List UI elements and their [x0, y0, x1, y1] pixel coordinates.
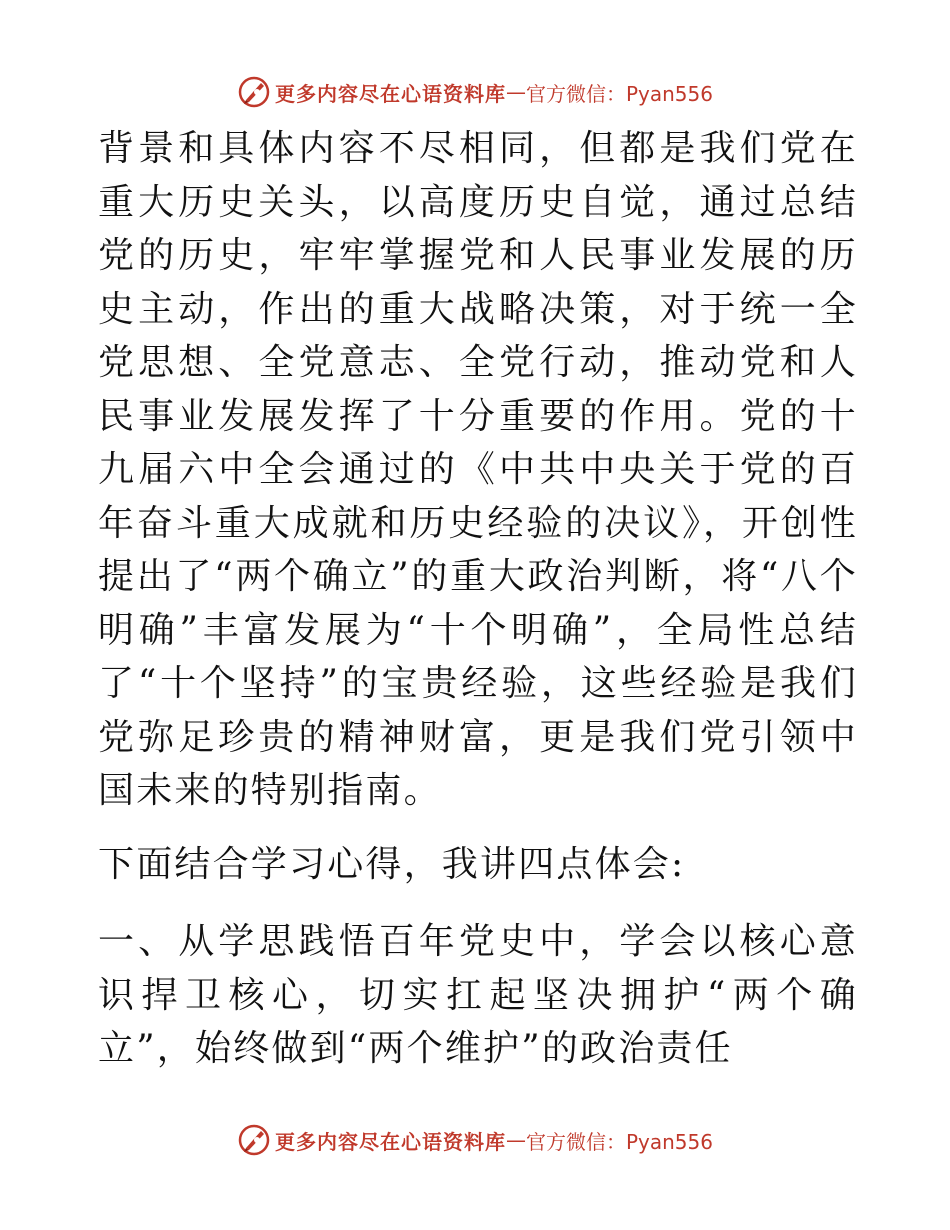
document-body: [98, 122, 858, 1076]
footer-wechat-text: 官方微信：Pyan556: [525, 1129, 713, 1154]
section-heading-1: 一、从学思践悟百年党史中，学会以核心意识捍卫核心，切实扛起坚决拥护“两个确立”，始终做到“两个维护”的政治责任: [98, 921, 858, 1069]
footer-separator: —: [505, 1128, 526, 1152]
banner-wechat-text: 官方微信：Pyan556: [525, 81, 713, 106]
body-paragraph-1: 背景和具体内容不尽相同，但都是我们党在重大历史关头，以高度历史自觉，通过总结党的历史，牢牢掌握党和人民事业发展的历史主动，作出的重大战略决策，对于统一全党思想、全党意志、全党行动，推动党和人民事业发展发挥了十分重要的作用。党的十九届六中全会通过的《中共中央关于党的百年奋斗重大成就和历史经验的决议》，开创性提出了“两个确立”的重大政治判断，将“八个明确”丰富发展为“十个明确”，全局性总结了“十个坚持”的宝贵经验，这些经验是我们党弥足珍贵的精神财富，更是我们党引领中国未来的特别指南。: [98, 128, 858, 811]
body-paragraph-2: 下面结合学习心得，我讲四点体会:: [98, 843, 686, 885]
footer-banner: [0, 1120, 950, 1160]
header-banner: [0, 72, 950, 112]
pen-quill-logo-icon: [237, 75, 271, 109]
pen-quill-logo-icon: [237, 1123, 271, 1157]
footer-site-text: 更多内容尽在心语资料库: [274, 1129, 506, 1154]
banner-site-text: 更多内容尽在心语资料库: [274, 81, 506, 106]
banner-separator: —: [505, 80, 526, 104]
